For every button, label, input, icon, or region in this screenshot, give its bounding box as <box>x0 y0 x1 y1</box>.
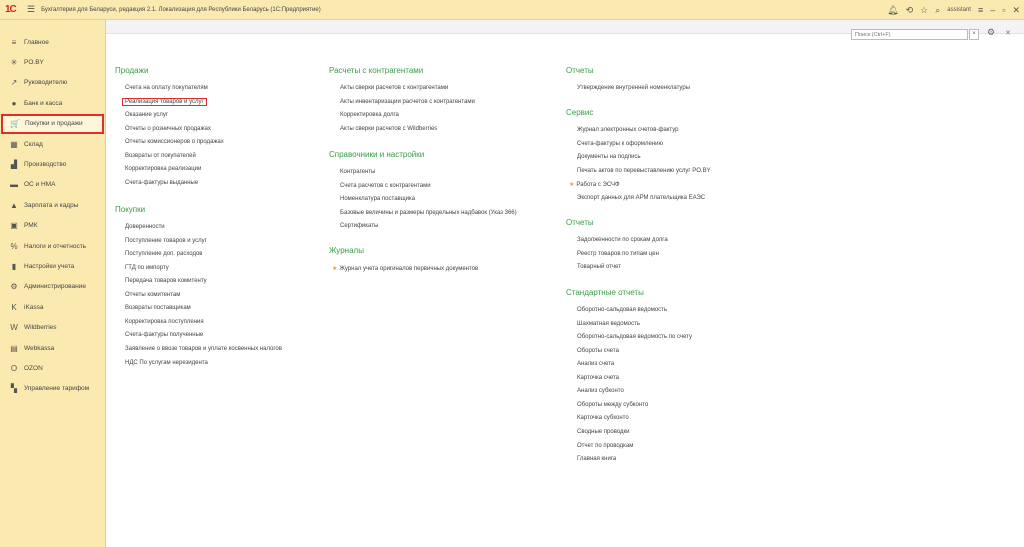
section-title-service: Сервис <box>566 108 594 117</box>
nav-link[interactable]: Счета на оплату покупателям <box>125 85 208 91</box>
sidebar-item-label: Wildberries <box>24 324 57 332</box>
nav-link[interactable]: Поступление доп. расходов <box>125 251 203 258</box>
sidebar-item[interactable] <box>0 277 105 297</box>
favorite-star-icon: ★ <box>569 182 575 189</box>
sidebar-item-icon: ▟ <box>10 160 18 170</box>
nav-link[interactable]: Сводные проводки <box>577 428 630 435</box>
sidebar-item-label: Настройки учета <box>24 262 75 270</box>
nav-link[interactable]: Счета-фактуры к оформлению <box>577 140 663 147</box>
main-menu-icon[interactable]: ☰ <box>27 4 36 14</box>
title-bar <box>0 0 1024 20</box>
nav-link[interactable]: Возвраты от покупателей <box>125 152 196 159</box>
sidebar-item-icon: O <box>10 363 18 373</box>
nav-link[interactable]: Акты сверки расчетов с контрагентами <box>340 85 449 91</box>
nav-link[interactable]: Отчет по проводкам <box>577 442 634 449</box>
section-title-reports: Отчеты <box>566 66 594 75</box>
sidebar-item-label: Производство <box>24 161 67 169</box>
sidebar-item[interactable] <box>0 195 105 215</box>
sidebar-item-icon: ▲ <box>10 200 18 210</box>
nav-link[interactable] <box>569 181 620 188</box>
window-title: Бухгалтерия для Беларуси, редакция 2.1. Локализация для Республики Беларусь (1С:Предприятие) <box>41 6 321 13</box>
sidebar-item[interactable] <box>0 216 105 236</box>
sidebar-item-label: Склад <box>24 140 43 148</box>
sidebar-item[interactable] <box>0 236 105 256</box>
nav-link[interactable]: Печать актов по перевыставлению услуг PO.BY <box>577 167 711 174</box>
nav-link[interactable]: Счета расчетов с контрагентами <box>340 182 431 189</box>
bell-icon[interactable]: 🔔︎ <box>887 4 899 15</box>
section-title-reports-2: Отчеты <box>566 218 594 227</box>
sidebar-item-label: Налоги и отчетность <box>24 242 87 250</box>
nav-link-label: Журнал учета оригиналов первичных документов <box>339 266 479 272</box>
section-title-purchases: Покупки <box>115 205 146 214</box>
nav-link[interactable]: Журнал электронных счетов-фактур <box>577 127 679 133</box>
maximize-icon[interactable]: ▫ <box>1002 5 1006 15</box>
sidebar-item[interactable] <box>0 317 105 337</box>
sidebar-item-icon: ✳ <box>10 58 18 68</box>
nav-link[interactable]: Акты инвентаризации расчетов с контрагентами <box>340 98 475 105</box>
nav-link[interactable]: Счета-фактуры полученные <box>125 332 204 339</box>
sidebar-item-label: Webkassa <box>24 344 55 352</box>
nav-link[interactable]: Оборотно-сальдовая ведомость <box>577 307 668 313</box>
nav-link[interactable]: Главная книга <box>577 456 617 463</box>
nav-link[interactable]: НДС По услугам нерезидента <box>125 359 208 366</box>
nav-link[interactable]: Передача товаров комитенту <box>125 278 207 285</box>
sidebar-item-label: Главное <box>24 38 49 46</box>
search-input[interactable] <box>851 29 968 40</box>
sidebar-item[interactable] <box>0 52 105 72</box>
nav-link[interactable]: Доверенности <box>125 224 165 230</box>
sidebar-item[interactable] <box>0 379 105 399</box>
sidebar-item-label: РМК <box>24 222 38 230</box>
nav-link[interactable]: Возвраты поставщикам <box>125 305 191 312</box>
nav-link[interactable]: Счета-фактуры выданные <box>125 179 199 186</box>
nav-link[interactable]: Карточка счета <box>577 374 620 381</box>
sidebar-item[interactable] <box>1 114 104 134</box>
sidebar-item-icon: ⚙ <box>10 282 18 292</box>
sidebar-item-label: Управление тарифом <box>24 385 90 393</box>
section-title-journals: Журналы <box>329 246 364 255</box>
sidebar-item-icon: ↗ <box>10 78 18 88</box>
search-clear-button[interactable]: × <box>969 29 979 40</box>
nav-link[interactable]: Утверждение внутренней номенклатуры <box>577 85 691 91</box>
nav-link[interactable] <box>332 265 478 272</box>
nav-link[interactable]: Обороты между субконто <box>577 401 649 408</box>
sidebar-item-icon: ▮ <box>11 261 17 271</box>
nav-link[interactable]: Номенклатура поставщика <box>340 196 416 203</box>
nav-link-label: Работа с ЭСЧФ <box>576 182 620 189</box>
sidebar-item-icon: ▬ <box>10 180 18 190</box>
sidebar-item-label: OZON <box>24 364 43 372</box>
nav-link[interactable]: Базовые величины и размеры предельных надбавок (Указ 366) <box>340 209 517 216</box>
sidebar-item-label: PO.BY <box>24 59 44 67</box>
settings-menu-icon[interactable]: ≡ <box>977 5 984 15</box>
sidebar-item-icon: ▦ <box>10 139 18 149</box>
nav-link[interactable]: Анализ субконто <box>577 388 624 395</box>
sidebar-item[interactable] <box>0 32 105 52</box>
nav-link[interactable]: Шахматная ведомость <box>577 320 640 327</box>
nav-link[interactable]: Отчеты комитентам <box>125 291 181 298</box>
nav-link[interactable]: Товарный отчет <box>577 264 621 271</box>
nav-link[interactable]: Сертификаты <box>340 223 379 230</box>
section-title-references: Справочники и настройки <box>329 150 425 159</box>
nav-link[interactable]: Анализ счета <box>577 361 615 368</box>
sidebar-item-icon: % <box>10 241 18 251</box>
section-title-settlements: Расчеты с контрагентами <box>329 66 424 75</box>
close-window-icon[interactable]: ✕ <box>1012 4 1020 15</box>
minimize-icon[interactable]: – <box>990 5 996 15</box>
sidebar-item[interactable] <box>0 134 105 154</box>
sidebar-item-label: Покупки и продажи <box>25 120 83 128</box>
sidebar-item[interactable] <box>0 73 105 93</box>
nav-link[interactable]: Заявление о ввозе товаров и уплате косвенных налогов <box>125 345 282 352</box>
sidebar-item-icon: ▤ <box>10 343 18 353</box>
nav-link[interactable]: Реализация товаров и услуг <box>122 98 207 106</box>
nav-link[interactable]: Отчеты комиссионеров о продажах <box>125 139 224 146</box>
titlebar-tools <box>887 0 1020 20</box>
section-title-sales: Продажи <box>115 66 149 75</box>
sidebar-item-icon: 🛒 <box>10 119 20 129</box>
nav-link[interactable]: Реестр товаров по типам цен <box>577 250 659 257</box>
nav-link[interactable]: Оборотно-сальдовая ведомость по счету <box>577 334 692 341</box>
history-icon[interactable]: ⟲ <box>905 4 914 15</box>
sidebar-item-icon: ≡ <box>11 37 17 47</box>
app-logo[interactable]: 1С <box>5 4 16 15</box>
section-title-standard-reports: Стандартные отчеты <box>566 288 644 297</box>
user-name[interactable]: assistant <box>947 7 971 13</box>
nav-link[interactable]: Документы на подпись <box>577 154 641 161</box>
sidebar-item[interactable] <box>0 93 105 113</box>
sidebar-item-icon: ● <box>11 98 17 108</box>
nav-link[interactable]: Карточка субконто <box>577 415 629 422</box>
nav-link[interactable]: Обороты счета <box>577 347 619 354</box>
nav-link[interactable]: Акты сверки расчетов с Wildberries <box>340 125 438 132</box>
sections-sidebar <box>0 20 106 547</box>
nav-link[interactable]: Оказание услуг <box>125 112 169 119</box>
sidebar-item-label: Администрирование <box>24 283 86 291</box>
favorite-star-icon: ★ <box>332 266 338 272</box>
sidebar-item[interactable] <box>0 338 105 358</box>
nav-link[interactable]: Поступление товаров и услуг <box>125 237 207 244</box>
nav-link[interactable]: Экспорт данных для АРМ плательщика ЕАЭС <box>577 194 706 201</box>
sidebar-item[interactable] <box>0 175 105 195</box>
sidebar-item-icon: ▚ <box>10 384 18 394</box>
nav-link[interactable]: Задолженности по срокам долга <box>577 237 668 243</box>
nav-link[interactable]: ГТД по импорту <box>125 264 169 271</box>
search-icon[interactable]: ⌕ <box>935 4 941 15</box>
sidebar-item[interactable] <box>0 256 105 276</box>
nav-link[interactable]: Корректировка долга <box>340 112 399 119</box>
sidebar-item-icon: ▣ <box>10 221 18 231</box>
nav-link[interactable]: Корректировка поступления <box>125 318 204 325</box>
sidebar-item-label: Руководителю <box>24 79 68 87</box>
gear-icon[interactable]: ⚙ <box>987 27 996 37</box>
close-icon[interactable]: ✕ <box>1005 30 1011 37</box>
sidebar-item[interactable] <box>0 358 105 378</box>
favorites-star-icon[interactable]: ☆ <box>920 4 929 15</box>
sidebar-item-label: Зарплата и кадры <box>24 201 79 209</box>
nav-link[interactable]: Контрагенты <box>340 169 376 175</box>
sidebar-item-label: ОС и НМА <box>24 181 56 189</box>
sidebar-item-icon: W <box>10 323 18 333</box>
nav-link[interactable]: Отчеты о розничных продажах <box>125 125 211 132</box>
sidebar-item[interactable] <box>0 297 105 317</box>
sidebar-item[interactable] <box>0 154 105 174</box>
nav-link[interactable]: Корректировка реализации <box>125 166 202 173</box>
sidebar-item-label: Банк и касса <box>24 99 63 107</box>
sidebar-item-icon: K <box>11 302 17 312</box>
sidebar-item-label: iKassa <box>24 303 44 311</box>
